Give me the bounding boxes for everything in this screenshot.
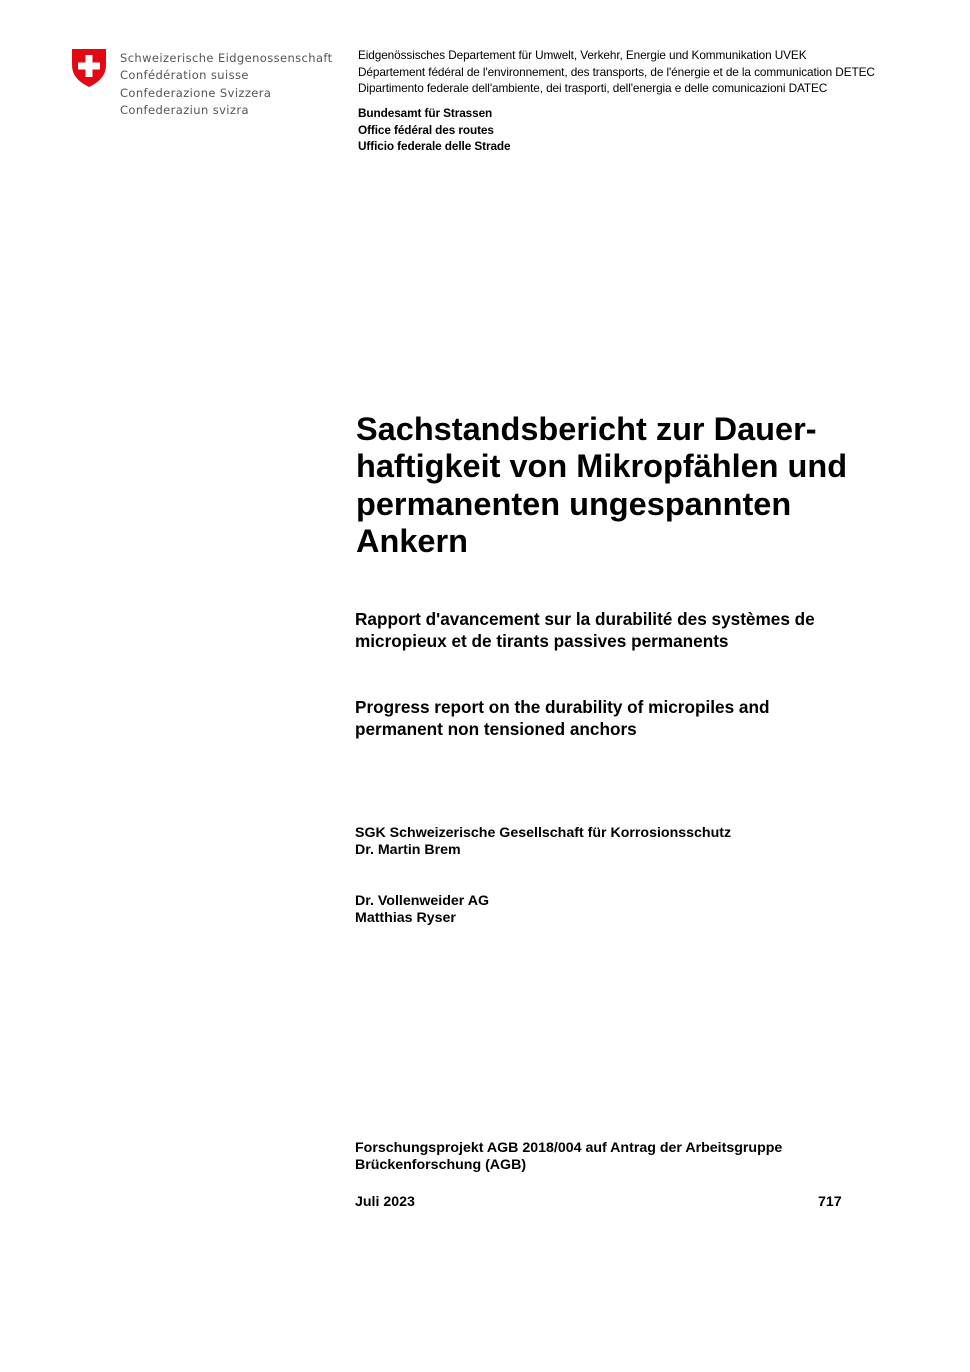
report-number: 717	[818, 1194, 842, 1210]
report-title	[356, 411, 916, 560]
office-line-de: Bundesamt für Strassen	[358, 106, 493, 120]
title-line: permanenten ungespannten	[356, 485, 792, 522]
subtitle-fr-line: Rapport d'avancement sur la durabilité des systèmes de	[355, 609, 815, 629]
subtitle-english	[355, 697, 915, 740]
subtitle-french	[355, 609, 915, 652]
swiss-crest-logo	[71, 48, 107, 88]
office-line-it: Ufficio federale delle Strade	[358, 139, 511, 153]
department-block	[358, 47, 875, 97]
title-line: Sachstandsbericht zur Dauer-	[356, 411, 817, 447]
confederation-name-de: Schweizerische Eidgenossenschaft	[120, 51, 333, 65]
author-organization: SGK Schweizerische Gesellschaft für Korrosionsschutz	[355, 825, 732, 841]
department-line-de: Eidgenössisches Departement für Umwelt, Verkehr, Energie und Kommunikation UVEK	[358, 48, 807, 62]
confederation-name-fr: Confédération suisse	[120, 68, 249, 83]
department-line-it: Dipartimento federale dell'ambiente, dei trasporti, dell'energia e delle comunicazioni DATEC	[358, 81, 828, 95]
project-line: Forschungsprojekt AGB 2018/004 auf Antrag der Arbeitsgruppe	[355, 1140, 783, 1156]
author-block-1	[355, 825, 731, 860]
subtitle-fr-line: micropieux et de tirants passives permanents	[355, 630, 729, 651]
author-organization: Dr. Vollenweider AG	[355, 893, 490, 909]
publication-date: Juli 2023	[355, 1194, 415, 1210]
title-line: Ankern	[356, 522, 468, 559]
title-line: haftigkeit von Mikropfählen und	[356, 448, 848, 485]
author-person: Matthias Ryser	[355, 910, 456, 927]
department-line-fr: Département fédéral de l'environnement, des transports, de l'énergie et de la communication DETEC	[358, 64, 875, 79]
author-person: Dr. Martin Brem	[355, 842, 461, 859]
research-project	[355, 1140, 782, 1175]
office-line-fr: Office fédéral des routes	[358, 122, 494, 137]
confederation-names	[120, 50, 333, 119]
author-block-2	[355, 893, 489, 928]
office-block	[358, 105, 510, 155]
project-line: Brückenforschung (AGB)	[355, 1157, 527, 1174]
subtitle-en-line: permanent non tensioned anchors	[355, 718, 637, 739]
subtitle-en-line: Progress report on the durability of micropiles and	[355, 697, 770, 717]
confederation-name-rm: Confederaziun svizra	[120, 102, 249, 117]
confederation-name-it: Confederazione Svizzera	[120, 85, 272, 100]
